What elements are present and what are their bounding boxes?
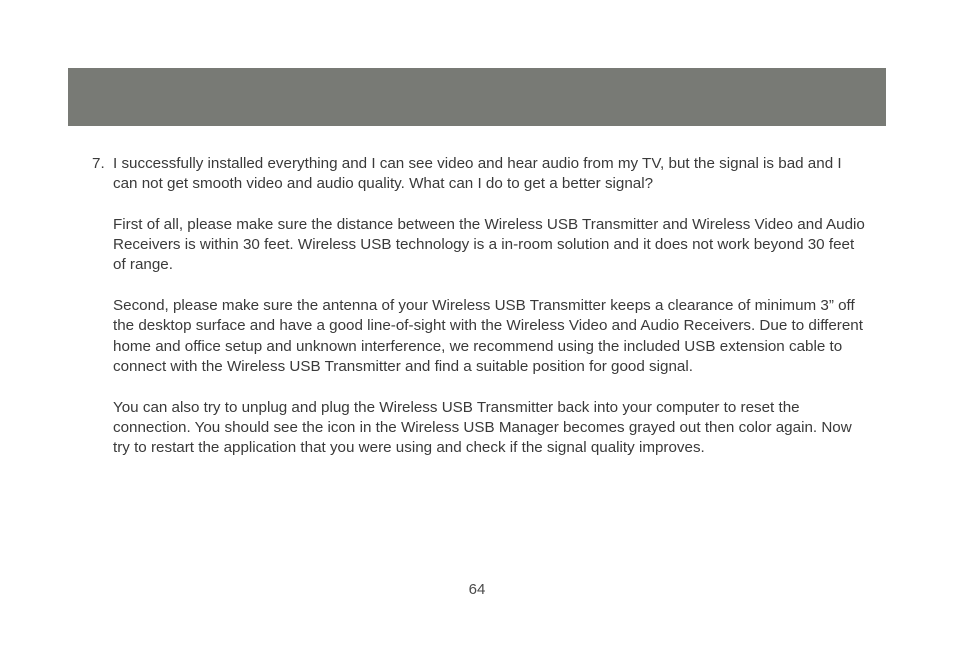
question-number: 7. [92,155,105,172]
answer-paragraph-2: Second, please make sure the antenna of your Wireless USB Transmitter keeps a clearance of minimum 3” off the desktop surface and have a good line-of-sight with the Wireless Video and Audio Receivers. Due to different home and office setup and unknown interference, we recommend using the included USB extension cable to connect with the Wireless USB Transmitter and find a suitable position for good signal. [113,297,863,375]
page-number: 64 [468,581,486,598]
faq-question [92,154,867,195]
header-bar [68,68,886,126]
faq-item [92,154,867,458]
question-text: I successfully installed everything and I can see video and hear audio from my TV, but the signal is bad and I can not get smooth video and audio quality. What can I do to get a better signal? [113,155,842,193]
answer-paragraph-1: First of all, please make sure the distance between the Wireless USB Transmitter and Wireless Video and Audio Receivers is within 30 feet. Wireless USB technology is a in-room solution and it does not work beyond 30 feet of range. [113,215,865,274]
answer-paragraph-3: You can also try to unplug and plug the Wireless USB Transmitter back into your computer to reset the connection. You should see the icon in the Wireless USB Manager becomes grayed out then color again. Now try to restart the application that you were using and check if the signal quality improves. [113,398,852,457]
